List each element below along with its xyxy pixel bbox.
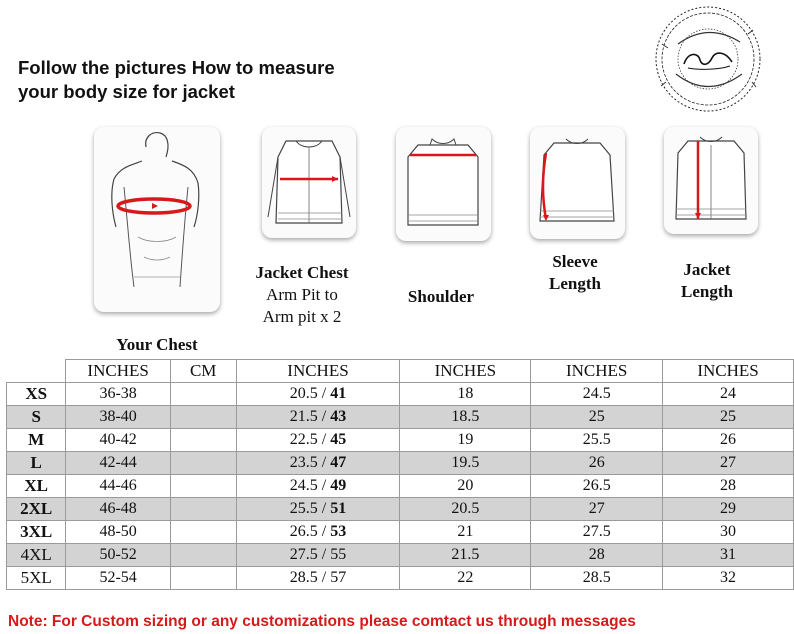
sleeve-length: 25.5 [531, 429, 663, 452]
jacket-length-image [664, 127, 758, 234]
table-row [7, 406, 794, 429]
size-label: XS [7, 383, 66, 406]
jacket-chest [236, 544, 400, 567]
size-label: XL [7, 475, 66, 498]
size-label: 4XL [7, 544, 66, 567]
sleeve-length: 24.5 [531, 383, 663, 406]
chest-cm [170, 567, 236, 590]
jacket-chest [236, 475, 400, 498]
sleeve-length: 26.5 [531, 475, 663, 498]
chest-inches: 48-50 [66, 521, 170, 544]
chest-inches: 50-52 [66, 544, 170, 567]
shoulder-image [396, 127, 491, 241]
size-label: 5XL [7, 567, 66, 590]
shoulder: 21.5 [400, 544, 531, 567]
size-label: M [7, 429, 66, 452]
table-row [7, 452, 794, 475]
table-row [7, 475, 794, 498]
shoulder: 19 [400, 429, 531, 452]
sleeve-length: 25 [531, 406, 663, 429]
jacket-length: 28 [663, 475, 794, 498]
shoulder: 18 [400, 383, 531, 406]
jacket-chest [236, 521, 400, 544]
jacket-chest [236, 452, 400, 475]
jacket-length-measure-icon [664, 127, 758, 234]
chest-cm [170, 498, 236, 521]
caption-sleeve-length [520, 251, 630, 295]
chest-inches: 42-44 [66, 452, 170, 475]
shoulder-measure-icon [396, 127, 491, 241]
sleeve-length: 26 [531, 452, 663, 475]
sleeve-length: 27 [531, 498, 663, 521]
jacket-length: 31 [663, 544, 794, 567]
jacket-chest-total: 41 [330, 385, 347, 402]
header-length-inches: INCHES [663, 360, 794, 383]
logo-seal-icon [648, 4, 768, 114]
jacket-chest [236, 429, 400, 452]
table-row [7, 498, 794, 521]
chest-inches: 44-46 [66, 475, 170, 498]
jacket-length-line-1: Jacket [683, 260, 731, 279]
caption-your-chest [94, 334, 220, 356]
jacket-chest-inches: 26.5 / [289, 523, 327, 540]
header-shoulder-inches: INCHES [400, 360, 531, 383]
chest-inches: 38-40 [66, 406, 170, 429]
sleeve-length: 28 [531, 544, 663, 567]
custom-sizing-note: Note: For Custom sizing or any customizations please comtact us through messages [8, 613, 636, 630]
header-chest-cm: CM [170, 360, 236, 383]
caption-shoulder [386, 286, 496, 308]
table-header-row [7, 360, 794, 383]
shoulder: 18.5 [400, 406, 531, 429]
your-chest-label: Your Chest [116, 335, 198, 354]
jacket-chest [236, 498, 400, 521]
chest-cm [170, 544, 236, 567]
size-chart-table [6, 359, 794, 590]
shoulder: 22 [400, 567, 531, 590]
jacket-chest [236, 383, 400, 406]
size-label: L [7, 452, 66, 475]
jacket-chest-total: 49 [330, 477, 347, 494]
jacket-chest-image [262, 127, 356, 238]
jacket-chest-total: 51 [330, 500, 347, 517]
chest-cm [170, 429, 236, 452]
chest-cm [170, 452, 236, 475]
jacket-chest-inches: 24.5 / [289, 477, 327, 494]
chest-cm [170, 521, 236, 544]
size-label: 3XL [7, 521, 66, 544]
jacket-chest-inches: 21.5 / [289, 408, 327, 425]
jacket-length: 29 [663, 498, 794, 521]
jacket-chest-total: 45 [330, 431, 347, 448]
shoulder: 20 [400, 475, 531, 498]
header-chest-inches: INCHES [66, 360, 170, 383]
shoulder: 19.5 [400, 452, 531, 475]
shoulder: 21 [400, 521, 531, 544]
jacket-chest-line-3: Arm pit x 2 [262, 307, 342, 326]
jacket-chest-inches: 20.5 / [289, 385, 327, 402]
jacket-chest-measure-icon [262, 127, 356, 238]
jacket-chest-inches: 28.5 / [289, 569, 327, 586]
your-chest-image [94, 127, 220, 312]
header-sleeve-inches: INCHES [531, 360, 663, 383]
table-row [7, 521, 794, 544]
jacket-chest [236, 406, 400, 429]
chest-inches: 46-48 [66, 498, 170, 521]
size-label: 2XL [7, 498, 66, 521]
sleeve-length-image [530, 127, 625, 239]
sleeve-label-line-1: Sleeve [552, 252, 598, 271]
jacket-length: 24 [663, 383, 794, 406]
table-row [7, 383, 794, 406]
heading-line-1: Follow the pictures How to measure [18, 57, 335, 78]
chest-inches: 52-54 [66, 567, 170, 590]
jacket-chest-total: 55 [330, 546, 347, 563]
heading-line-2: your body size for jacket [18, 81, 235, 102]
chest-inches: 36-38 [66, 383, 170, 406]
jacket-chest-inches: 23.5 / [289, 454, 327, 471]
size-label: S [7, 406, 66, 429]
jacket-chest-total: 43 [330, 408, 347, 425]
table-row [7, 544, 794, 567]
page-heading [18, 56, 478, 104]
jacket-length: 27 [663, 452, 794, 475]
caption-jacket-length [652, 259, 762, 303]
header-corner [7, 360, 66, 383]
jacket-chest-total: 53 [330, 523, 347, 540]
shoulder: 20.5 [400, 498, 531, 521]
header-jacket-chest-inches: INCHES [236, 360, 400, 383]
jacket-chest-line-2: Arm Pit to [266, 285, 338, 304]
jacket-chest-inches: 25.5 / [289, 500, 327, 517]
jacket-chest-total: 47 [330, 454, 347, 471]
table-row [7, 567, 794, 590]
jacket-length-line-2: Length [681, 282, 733, 301]
jacket-length: 30 [663, 521, 794, 544]
shoulder-label: Shoulder [407, 287, 475, 306]
jacket-chest-title: Jacket Chest [255, 263, 349, 282]
jacket-chest-inches: 22.5 / [289, 431, 327, 448]
table-row [7, 429, 794, 452]
jacket-length: 32 [663, 567, 794, 590]
sleeve-length: 27.5 [531, 521, 663, 544]
sleeve-length-measure-icon [530, 127, 625, 239]
sleeve-length: 28.5 [531, 567, 663, 590]
caption-jacket-chest [232, 262, 372, 328]
jacket-chest-inches: 27.5 / [289, 546, 327, 563]
speedy-craft-logo [648, 4, 768, 114]
jacket-chest [236, 567, 400, 590]
chest-inches: 40-42 [66, 429, 170, 452]
jacket-chest-total: 57 [330, 569, 347, 586]
chest-cm [170, 383, 236, 406]
chest-cm [170, 406, 236, 429]
jacket-length: 25 [663, 406, 794, 429]
jacket-length: 26 [663, 429, 794, 452]
torso-chest-measure-icon [94, 127, 220, 312]
chest-cm [170, 475, 236, 498]
sleeve-label-line-2: Length [549, 274, 601, 293]
